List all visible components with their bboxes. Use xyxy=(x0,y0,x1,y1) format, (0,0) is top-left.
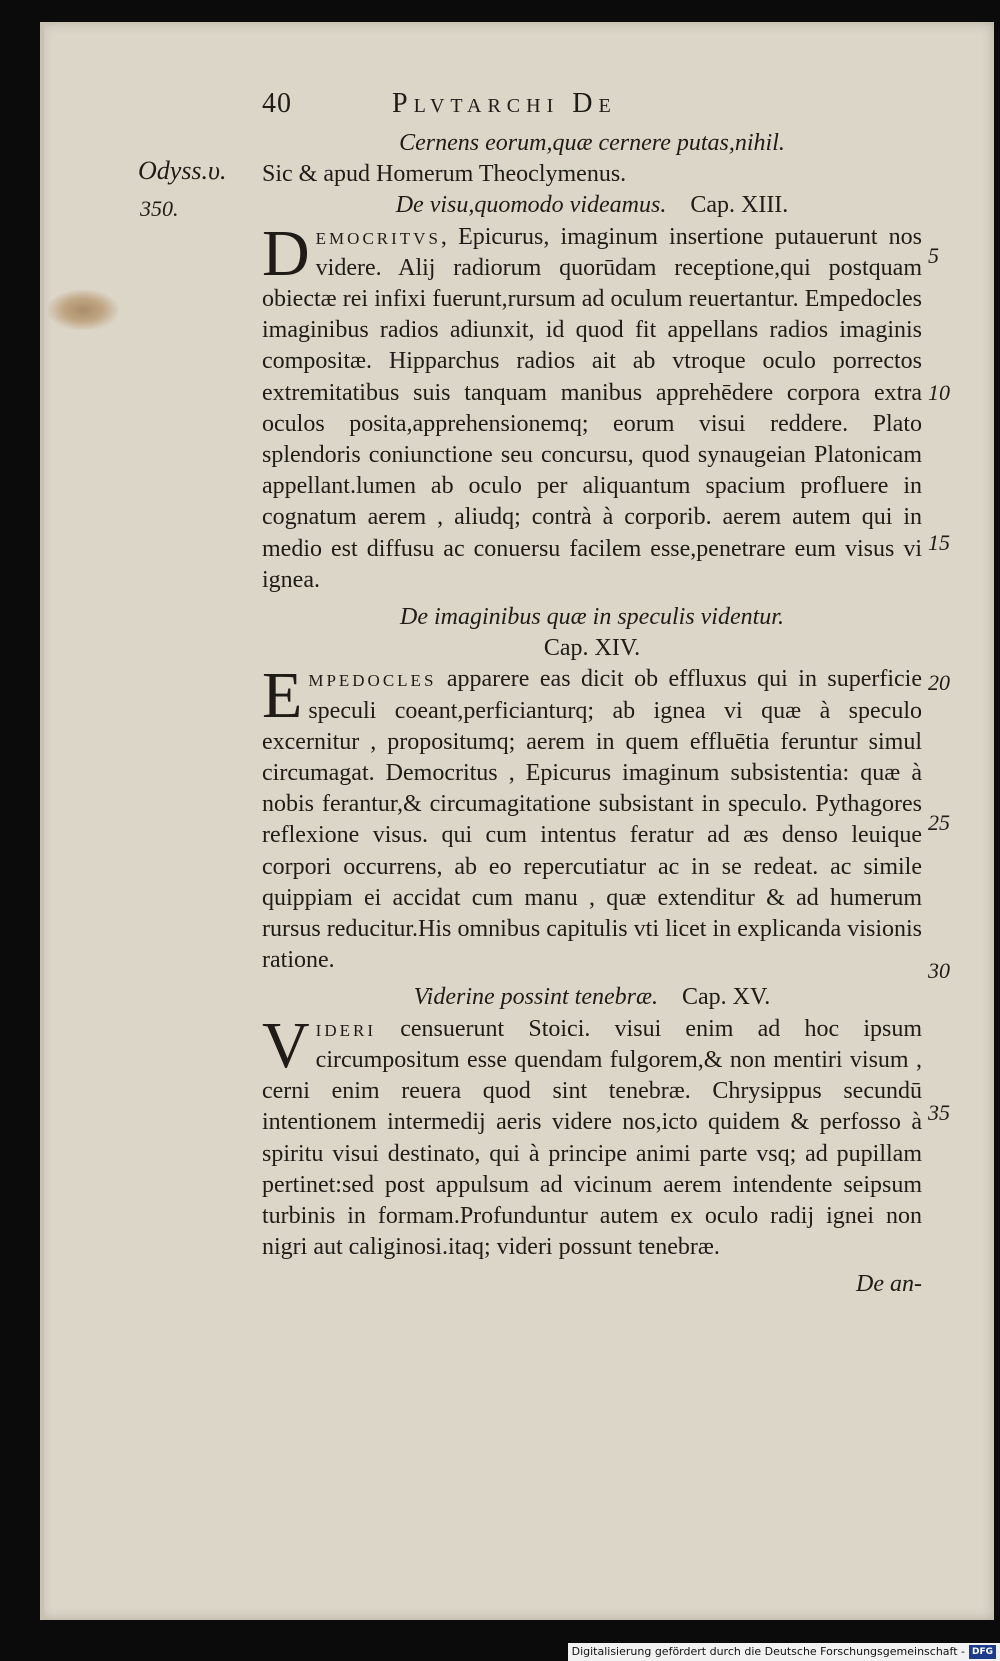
chapter-body-14 xyxy=(262,659,922,976)
chapter-text: , Epicurus, imaginum insertione putauerunt nos videre. Alij radiorum quorūdam receptione,qui postquam obiectæ rei infixi fuerunt,rursum ad oculum reuertantur. Empedocles imaginibus radios adiunxit, id quod fit appellans radios imaginis compositæ. Hipparchus radios ait ab vtroque oculo porrectos extremitatibus suis tanquam manibus apprehēdere corpora extra oculos posita,apprehensionemq; eorum visui reddere. Plato splendoris coniunctione seu concursu, quod synaugeian Platonicam appellant.lumen ab oculo per aliquantum spacium profluere in cognatum aerem , aliudq; contrà à corporib. aerem autem qui in medio est diffusu ac conuersu facilem esse,penetrare eum visus vi ignea. xyxy=(262,223,922,593)
marginal-reference-line: 350. xyxy=(140,196,179,221)
opening-word: emocritvs xyxy=(315,223,441,250)
chapter-title: De imaginibus quæ in speculis videntur. xyxy=(400,604,784,631)
initial-letter: V xyxy=(262,1008,310,1082)
line-number-35: 35 xyxy=(928,1100,950,1125)
initial-letter: D xyxy=(262,216,310,290)
line-number-15: 15 xyxy=(928,530,950,555)
line-number-25: 25 xyxy=(928,810,950,835)
opening-word: mpedocles xyxy=(308,666,437,693)
initial-letter: E xyxy=(262,659,303,733)
marginal-reference: Odyss.υ. xyxy=(138,156,227,185)
page-number: 40 xyxy=(262,88,292,119)
chapter-heading-14 xyxy=(262,602,922,664)
chapter-number: Cap. XV. xyxy=(681,984,771,1011)
credit-text: Digitalisierung gefördert durch die Deutsche Forschungsgemeinschaft - xyxy=(571,1645,965,1658)
digitization-credit xyxy=(568,1643,1000,1661)
chapter-heading-15 xyxy=(262,982,922,1013)
line-number-5: 5 xyxy=(928,243,939,268)
chapter-text: apparere eas dicit ob effluxus qui in superficie speculi coeant,perficianturq; ab ignea vi quæ à speculo excernitur , propositumq; aerem in quem effluētia feruntur simul circumagat. Democritus , Epicurus imaginum subsistentia: quæ à nobis ferantur,& circumagitatione subsistant in speculo. Pythagores reflexione visus. qui cum intentus feratur ad æs denso leuique corpori occurrens, ab eo repercutiatur ac in se redeat. ac simile quippiam ei accidat cum manu , quæ extenditur & ad humerum rursus reducitur.His omnibus capitulis vti licet in explicanda visionis ratione. xyxy=(262,666,922,974)
chapter-title: De visu,quomodo videamus. xyxy=(395,192,667,219)
chapter-body-15 xyxy=(262,1008,922,1264)
chapter-number: Cap. XIII. xyxy=(690,192,789,219)
dfg-logo: DFG xyxy=(969,1645,996,1659)
chapter-number: Cap. XIV. xyxy=(543,635,641,662)
page-header xyxy=(262,88,922,128)
verse-line: Cernens eorum,quæ cernere putas,nihil. xyxy=(399,130,785,156)
chapter-title: Viderine possint tenebræ. xyxy=(413,984,658,1011)
running-title: Plvtarchi De xyxy=(392,88,617,119)
main-text-block xyxy=(262,88,922,1301)
chapter-heading-13 xyxy=(262,190,922,221)
line-number-10: 10 xyxy=(928,380,950,405)
line-number-30: 30 xyxy=(928,958,950,983)
page-gutter xyxy=(40,22,44,1620)
line-number-20: 20 xyxy=(928,670,950,695)
paper-stain xyxy=(48,290,118,330)
catchword: De an- xyxy=(856,1271,922,1298)
intro-line: Sic & apud Homerum Theoclymenus. xyxy=(262,161,627,188)
opening-word: ideri xyxy=(315,1015,376,1042)
chapter-body-13 xyxy=(262,216,922,596)
chapter-text: censuerunt Stoici. visui enim ad hoc ipsum circumpositum esse quendam fulgorem,& non mentiri visum , cerni enim reuera quod sint tenebræ. Chrysippus secundū intentionem intermedij aeris videre nos,icto quidem & perfosso à spiritu visui destinato, qui à principe animi parte vsq; ad pupillam pertinet:sed post appulsum ad vicinum aerem intendente seipsum turbinis in formam.Profunduntur autem ex oculo radij ignei non nigri aut caliginosi.itaq; videri possunt tenebræ. xyxy=(262,1015,922,1261)
